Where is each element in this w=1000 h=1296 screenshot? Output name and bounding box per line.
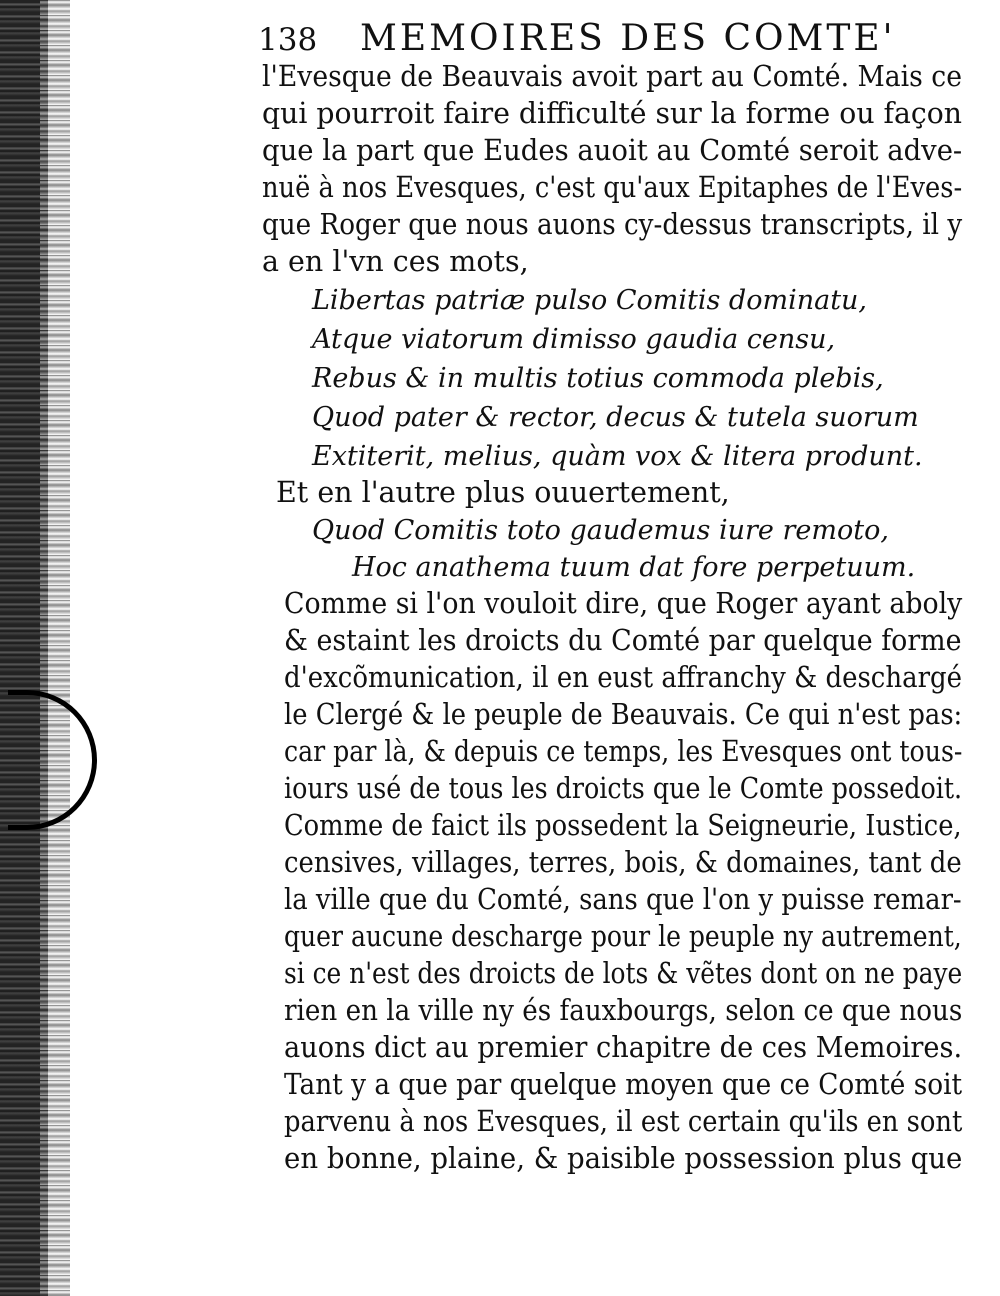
text-line: auons dict au premier chapitre de ces Memoires. — [284, 1031, 963, 1064]
text-line: iours usé de tous les droicts que le Comte possedoit. — [284, 772, 963, 805]
verse-line: Hoc anathema tuum dat fore perpetuum. — [352, 552, 916, 583]
page-number: 138 — [258, 22, 318, 58]
verse-line: Quod Comitis toto gaudemus iure remoto, — [312, 515, 889, 546]
verse-line: Extiterit, melius, quàm vox & litera produnt. — [312, 441, 923, 472]
verse-line: Quod pater & rector, decus & tutela suorum — [312, 402, 919, 433]
verse-line: Libertas patriæ pulso Comitis dominatu, — [312, 285, 868, 316]
text-line: d'excõmunication, il en eust affranchy & deschargé — [284, 661, 962, 694]
text-line: & estaint les droicts du Comté par quelque forme — [284, 624, 962, 657]
text-line: Comme de faict ils possedent la Seigneurie, Iustice, — [284, 809, 962, 842]
text-line: censives, villages, terres, bois, & domaines, tant de — [284, 846, 962, 879]
text-line: nuë à nos Evesques, c'est qu'aux Epitaphes de l'Eves- — [262, 171, 963, 204]
verse-line: Atque viatorum dimisso gaudia censu, — [312, 324, 836, 355]
text-line: parvenu à nos Evesques, il est certain qu'ils en sont — [284, 1105, 963, 1138]
text-line: Et en l'autre plus ouuertement, — [276, 476, 730, 509]
text-line: car par là, & depuis ce temps, les Evesques ont tous- — [284, 735, 963, 768]
page-header — [258, 18, 898, 66]
text-line: qui pourroit faire difficulté sur la forme ou façon — [262, 97, 962, 130]
text-line: Comme si l'on vouloit dire, que Roger ayant aboly — [284, 587, 963, 620]
text-line: Tant y a que par quelque moyen que ce Comté soit — [284, 1068, 963, 1101]
page-clip-mark — [8, 690, 97, 830]
text-line: quer aucune descharge pour le peuple ny autrement, — [284, 920, 962, 953]
text-line: si ce n'est des droicts de lots & vẽtes dont on ne paye — [284, 957, 963, 990]
text-line: que la part que Eudes auoit au Comté seroit adve- — [262, 134, 963, 167]
text-line: l'Evesque de Beauvais avoit part au Comté. Mais ce — [262, 60, 963, 93]
text-line: que Roger que nous auons cy-dessus transcripts, il y — [262, 208, 963, 241]
text-line: la ville que du Comté, sans que l'on y puisse remar- — [284, 883, 962, 916]
text-line: le Clergé & le peuple de Beauvais. Ce qui n'est pas: — [284, 698, 963, 731]
running-title: MEMOIRES DES COMTE' — [360, 18, 896, 59]
text-line: a en l'vn ces mots, — [262, 245, 529, 278]
text-line: rien en la ville ny és fauxbourgs, selon ce que nous — [284, 994, 963, 1027]
binding-edge — [40, 0, 70, 1296]
text-line: en bonne, plaine, & paisible possession plus que — [284, 1142, 963, 1175]
verse-line: Rebus & in multis totius commoda plebis, — [312, 363, 884, 394]
